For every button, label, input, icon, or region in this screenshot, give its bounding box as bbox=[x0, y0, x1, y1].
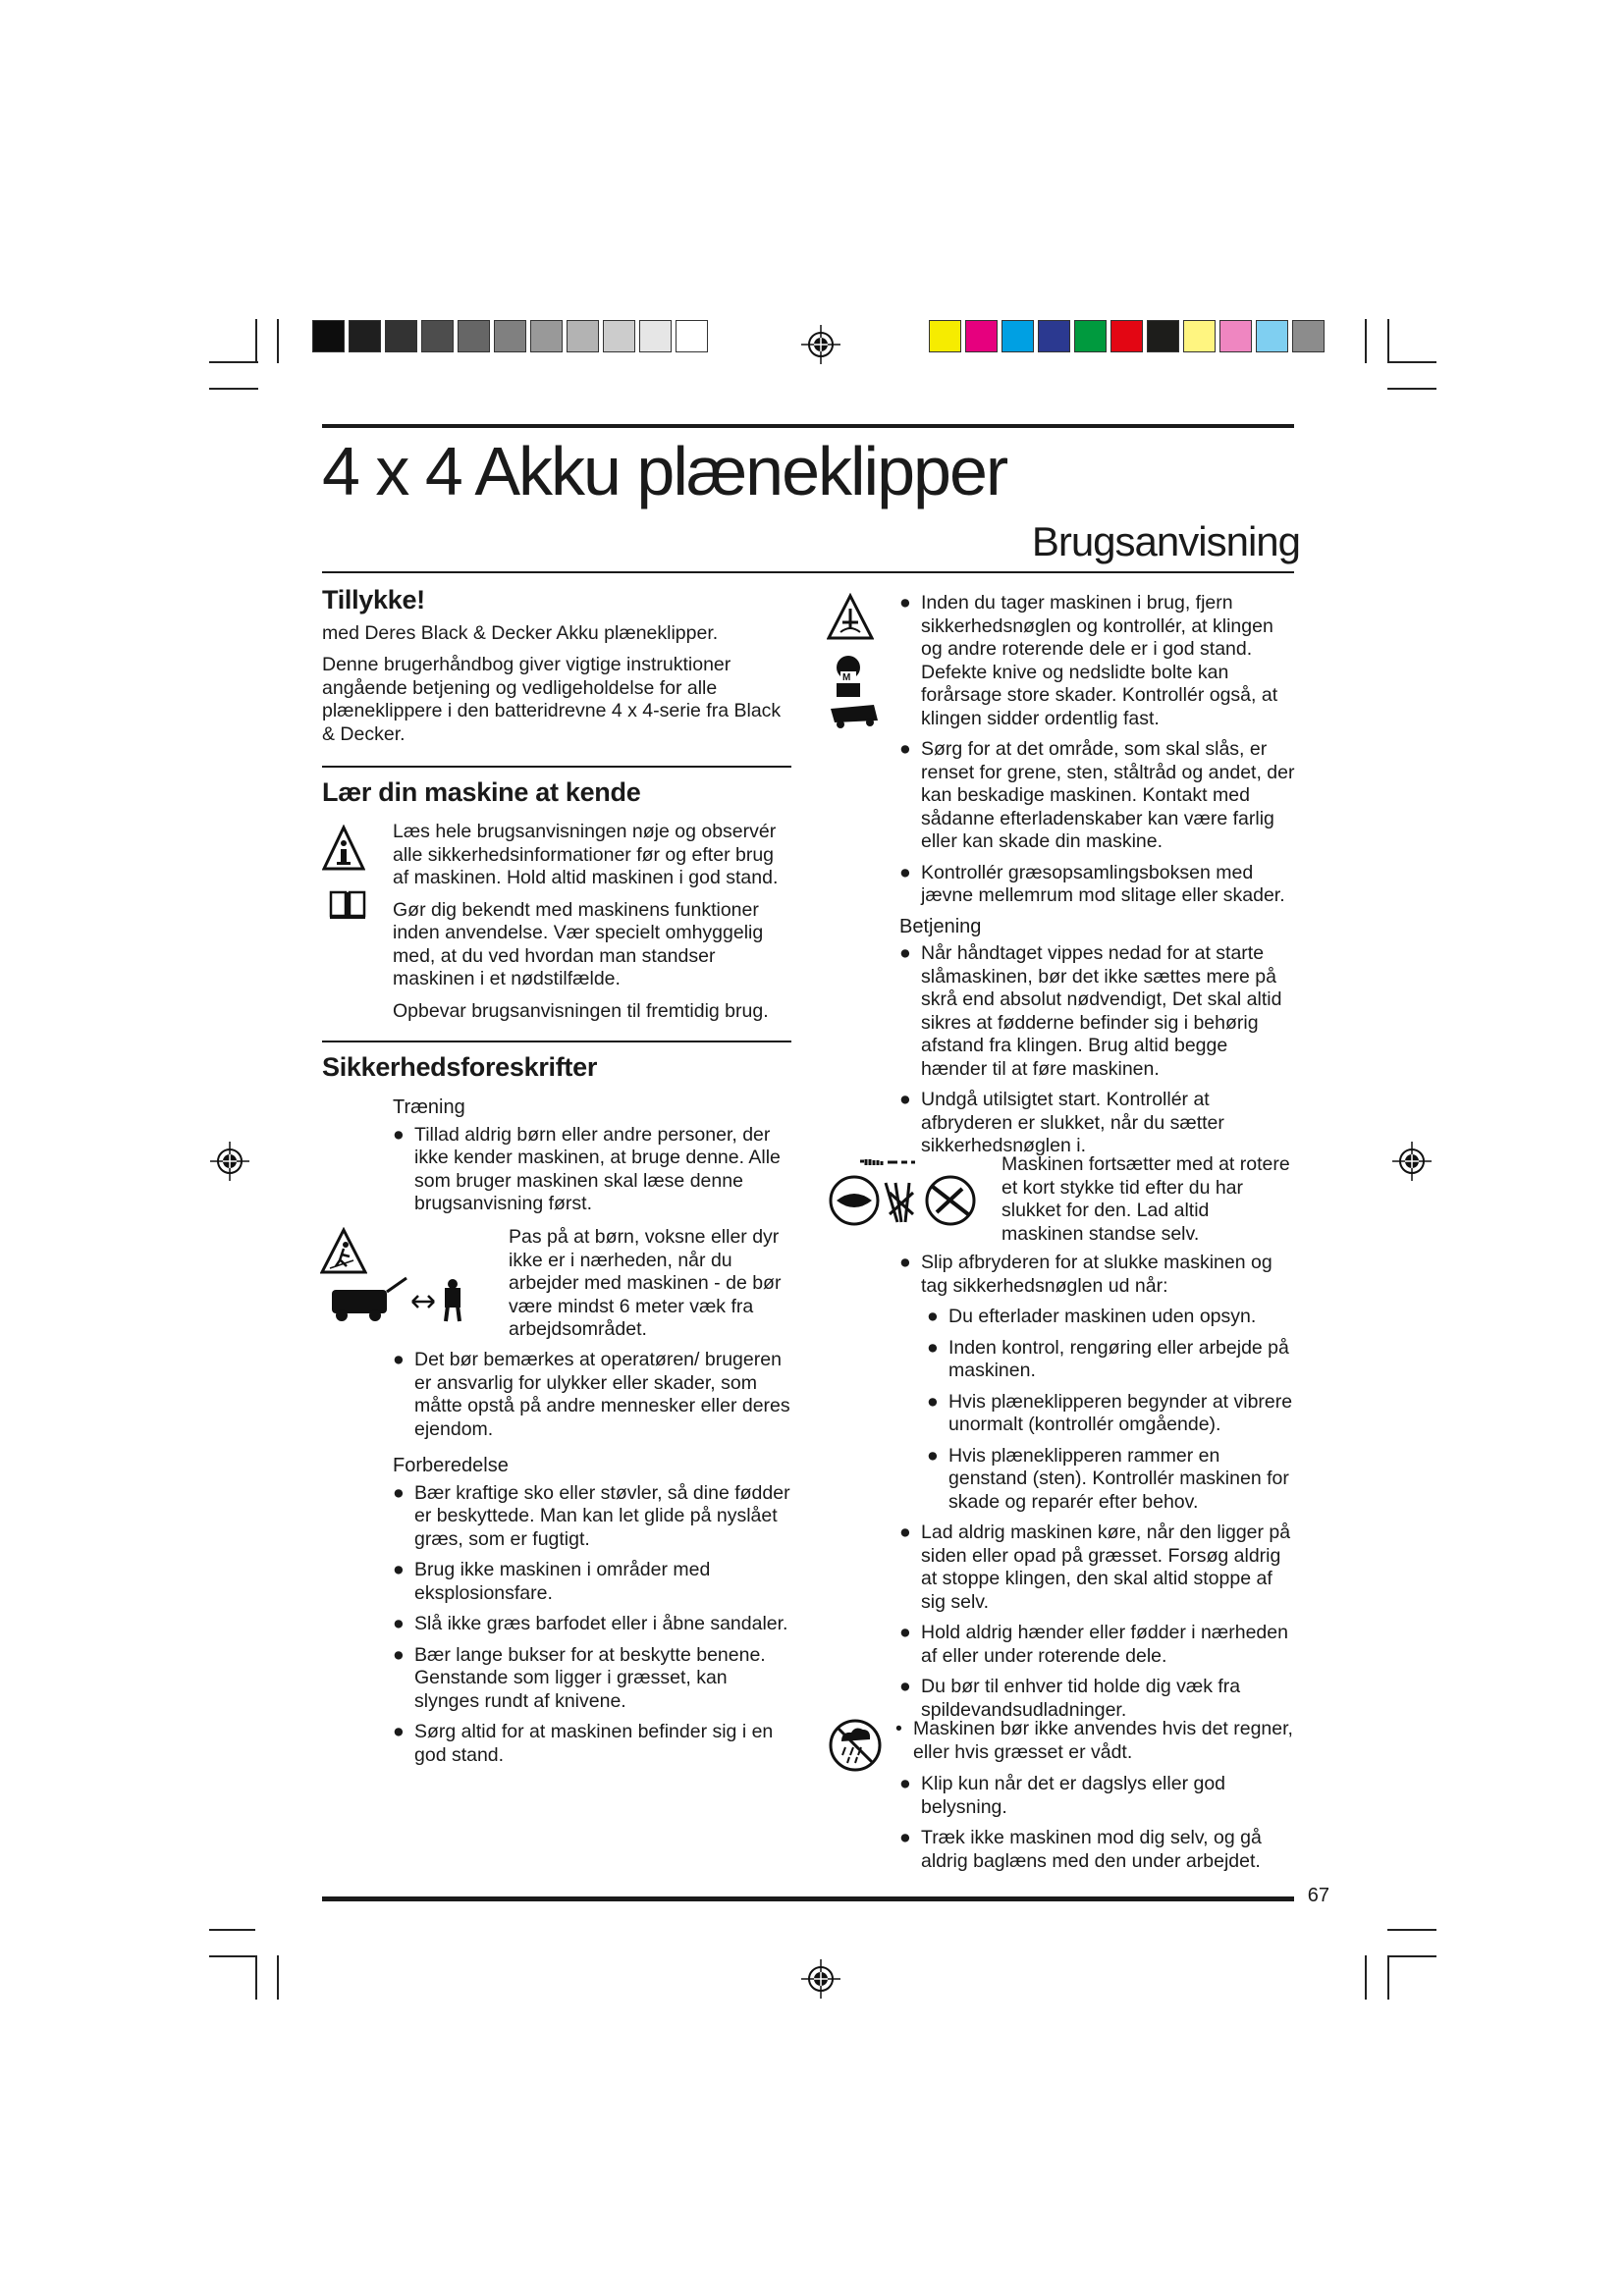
gray-swatch bbox=[567, 320, 599, 352]
list-item: ● Brug ikke maskinen i områder med eksplosionsfare. bbox=[393, 1559, 711, 1604]
list-item: ● Sørg for at det område, som skal slås, er renset for grene, sten, ståltråd og andet, der kan beskadige maskinen. Kontakt med sådanne efterladenskaber kan være farlig eller kan skade din maskine. bbox=[899, 738, 1295, 852]
color-swatch bbox=[1183, 320, 1216, 352]
list-item: ● Kontrollér græsopsamlingsboksen med jævne mellemrum mod slitage eller skader. bbox=[899, 861, 1285, 906]
know-heading: Lær din maskine at kende bbox=[322, 777, 641, 807]
color-swatch bbox=[1147, 320, 1179, 352]
color-swatch bbox=[1074, 320, 1107, 352]
bullet-icon: ● bbox=[393, 1613, 405, 1634]
blade-rundown-icon bbox=[827, 1153, 984, 1232]
gray-swatch bbox=[639, 320, 672, 352]
know-section bbox=[322, 777, 791, 807]
registration-mark-icon bbox=[801, 325, 840, 364]
footer-rule bbox=[322, 1896, 1294, 1901]
bullet-icon: ● bbox=[393, 1481, 405, 1504]
gray-swatch bbox=[494, 320, 526, 352]
list-item: • Maskinen bør ikke anvendes hvis det regner, eller hvis græsset er vådt. bbox=[895, 1718, 1293, 1763]
left-column bbox=[322, 585, 791, 755]
right-column-bottom bbox=[895, 1718, 1298, 1772]
right-column-middle bbox=[899, 1252, 1298, 1730]
bullet-icon: ● bbox=[899, 1622, 911, 1643]
no-rain-icon bbox=[828, 1718, 883, 1773]
safety-heading: Sikkerhedsforeskrifter bbox=[322, 1052, 598, 1082]
bullet-icon: ● bbox=[899, 1827, 911, 1848]
section-rule bbox=[322, 1041, 791, 1042]
svg-text:M: M bbox=[842, 672, 851, 683]
safety-section bbox=[322, 1052, 791, 1082]
gray-swatch bbox=[530, 320, 563, 352]
bullet-icon: ● bbox=[393, 1123, 405, 1146]
gray-swatch bbox=[421, 320, 454, 352]
list-item: ● Lad aldrig maskinen køre, når den ligger på siden eller opad på græsset. Forsøg aldrig at stoppe klingen, den skal altid stoppe af sig selv. bbox=[899, 1522, 1291, 1613]
list-item: ● Når håndtaget vippes nedad for at starte slåmaskinen, bør det ikke sættes mere på skrå end absolut nødvendigt, Det skal altid sikres at fødderne befinder sig i behørig afstand fra klingen. Brug altid begge hænder til at føre maskinen. bbox=[899, 942, 1282, 1080]
list-item: ● Du bør til enhver tid holde dig væk fra spildevandsudladninger. bbox=[899, 1676, 1241, 1721]
know-paragraph-3: Opbevar brugsanvisningen til fremtidig brug. bbox=[393, 999, 769, 1022]
bullet-icon: ● bbox=[899, 1252, 911, 1273]
training-and-prep bbox=[393, 1349, 791, 1775]
list-item: ● Bær lange bukser for at beskytte benene. Genstande som ligger i græsset, kan slynges rundt af knivene. bbox=[393, 1643, 766, 1712]
book-icon bbox=[328, 888, 367, 920]
sub-list-item: ● Inden kontrol, rengøring eller arbejde på maskinen. bbox=[927, 1336, 1289, 1381]
bullet-icon: ● bbox=[927, 1390, 939, 1413]
bullet-icon: ● bbox=[393, 1643, 405, 1666]
operation-heading: Betjening bbox=[899, 915, 982, 937]
color-swatch bbox=[1256, 320, 1288, 352]
list-item: ● Slip afbryderen for at slukke maskinen og tag sikkerhedsnøglen ud når: bbox=[899, 1252, 1272, 1297]
color-swatch bbox=[929, 320, 961, 352]
page-number: 67 bbox=[1307, 1885, 1329, 1906]
keep-bystanders-away-warning-icon bbox=[320, 1227, 367, 1276]
sub-list-item: ● Hvis plæneklipperen rammer en genstand (sten). Kontrollér maskinen for skade og reparér efter behov. bbox=[927, 1444, 1289, 1513]
bullet-icon: ● bbox=[927, 1336, 939, 1359]
rundown-paragraph: Maskinen fortsætter med at rotere et kort stykke tid efter du har slukket for den. Lad altid maskinen standse selv. bbox=[1001, 1153, 1290, 1245]
bullet-icon: ● bbox=[927, 1306, 939, 1327]
color-swatch bbox=[1292, 320, 1325, 352]
top-rule bbox=[322, 424, 1294, 428]
bullet-icon: ● bbox=[899, 1089, 911, 1110]
warning-read-manual-icon bbox=[322, 825, 365, 874]
gray-swatch bbox=[458, 320, 490, 352]
bullet-icon: ● bbox=[899, 592, 911, 614]
bullet-icon: ● bbox=[393, 1349, 405, 1370]
bullet-icon: ● bbox=[393, 1559, 405, 1580]
bullet-icon: ● bbox=[393, 1721, 405, 1742]
registration-mark-icon bbox=[210, 1142, 249, 1181]
list-item: ● Bær kraftige sko eller støvler, så dine fødder er beskyttede. Man kan let glide på nyslået græs, som er fugtigt. bbox=[393, 1481, 790, 1550]
gray-swatch bbox=[385, 320, 417, 352]
color-swatch bbox=[1110, 320, 1143, 352]
bullet-icon: ● bbox=[899, 942, 911, 964]
color-swatch bbox=[1038, 320, 1070, 352]
registration-mark-icon bbox=[801, 1959, 840, 1999]
intro-paragraph: Denne brugerhåndbog giver vigtige instruktioner angående betjening og vedligeholdelse for alle plæneklippere i den batteridrevne 4 x 4-serie fra Black & Decker. bbox=[322, 654, 782, 745]
training-paragraph-2: Pas på at børn, voksne eller dyr ikke er i nærheden, når du arbejder med maskinen - de bør være mindst 6 meter væk fra arbejdsområdet. bbox=[509, 1226, 782, 1340]
bullet-icon: ● bbox=[899, 1522, 911, 1543]
mower-distance-icon bbox=[328, 1276, 475, 1325]
section-rule bbox=[322, 766, 791, 768]
bullet-icon: ● bbox=[899, 861, 911, 883]
gray-swatch bbox=[349, 320, 381, 352]
training-section bbox=[393, 1096, 791, 1224]
list-item: ● Sørg altid for at maskinen befinder sig i en god stand. bbox=[393, 1721, 774, 1766]
header-rule bbox=[322, 571, 1294, 573]
prep-heading: Forberedelse bbox=[393, 1455, 509, 1476]
color-swatch bbox=[1001, 320, 1034, 352]
page-subtitle: Brugsanvisning bbox=[1031, 518, 1300, 564]
training-heading: Træning bbox=[393, 1096, 465, 1118]
bullet-icon: ● bbox=[899, 1676, 911, 1697]
bullet-icon: ● bbox=[899, 738, 911, 760]
congrats-line: med Deres Black & Decker Akku plæneklipper. bbox=[322, 621, 719, 644]
registration-mark-icon bbox=[1392, 1142, 1432, 1181]
list-item: ● Tillad aldrig børn eller andre personer, der ikke kender maskinen, at bruge denne. Alle som bruger maskinen skal læse denne brugsanvisning først. bbox=[393, 1123, 781, 1214]
gray-swatch bbox=[603, 320, 635, 352]
gray-swatch bbox=[676, 320, 708, 352]
list-item: ● Klip kun når det er dagslys eller god belysning. bbox=[899, 1773, 1226, 1818]
know-paragraph-1: Læs hele brugsanvisningen nøje og observér alle sikkerhedsinformationer før og efter brug af maskinen. Hold altid maskinen i god stand. bbox=[393, 821, 779, 888]
color-swatch bbox=[965, 320, 998, 352]
know-body bbox=[393, 821, 791, 1032]
bullet-icon: • bbox=[895, 1718, 902, 1739]
blade-warning-icon bbox=[827, 593, 874, 642]
page-title: 4 x 4 Akku plæneklipper bbox=[322, 433, 1007, 509]
gray-swatch bbox=[312, 320, 345, 352]
list-item: ● Det bør bemærkes at operatøren/ brugeren er ansvarlig for ulykker eller skader, som måtte opstå på andre mennesker eller deres ejendom. bbox=[393, 1349, 790, 1440]
right-column-top bbox=[899, 592, 1298, 1166]
know-paragraph-2: Gør dig bekendt med maskinens funktioner inden anvendelse. Vær specielt omhyggelig med, at du ved hvordan man standser maskinen i et nødstilfælde. bbox=[393, 898, 764, 989]
sub-list-item: ● Du efterlader maskinen uden opsyn. bbox=[927, 1306, 1257, 1327]
remove-key-maintenance-icon bbox=[827, 652, 882, 730]
bullet-icon: ● bbox=[927, 1444, 939, 1467]
right-column-last bbox=[899, 1773, 1298, 1881]
color-swatch bbox=[1219, 320, 1252, 352]
list-item: ● Træk ikke maskinen mod dig selv, og gå aldrig baglæns med den under arbejdet. bbox=[899, 1827, 1262, 1872]
sub-list-item: ● Hvis plæneklipperen begynder at vibrere unormalt (kontrollér omgående). bbox=[927, 1390, 1293, 1435]
list-item: ● Slå ikke græs barfodet eller i åbne sandaler. bbox=[393, 1613, 788, 1634]
list-item: ● Inden du tager maskinen i brug, fjern sikkerhedsnøglen og kontrollér, at klingen og andre roterende dele er i god stand. Defekte knive og nedslidte bolte kan forårsage store skader. Kontrollér også, at klingen sidder ordentlig fast. bbox=[899, 592, 1278, 729]
list-item: ● Undgå utilsigtet start. Kontrollér at afbryderen er slukket, når du sætter sikkerhedsnøglen i. bbox=[899, 1089, 1224, 1156]
bullet-icon: ● bbox=[899, 1773, 911, 1794]
congrats-heading: Tillykke! bbox=[322, 585, 425, 614]
list-item: ● Hold aldrig hænder eller fødder i nærheden af eller under roterende dele. bbox=[899, 1622, 1288, 1667]
